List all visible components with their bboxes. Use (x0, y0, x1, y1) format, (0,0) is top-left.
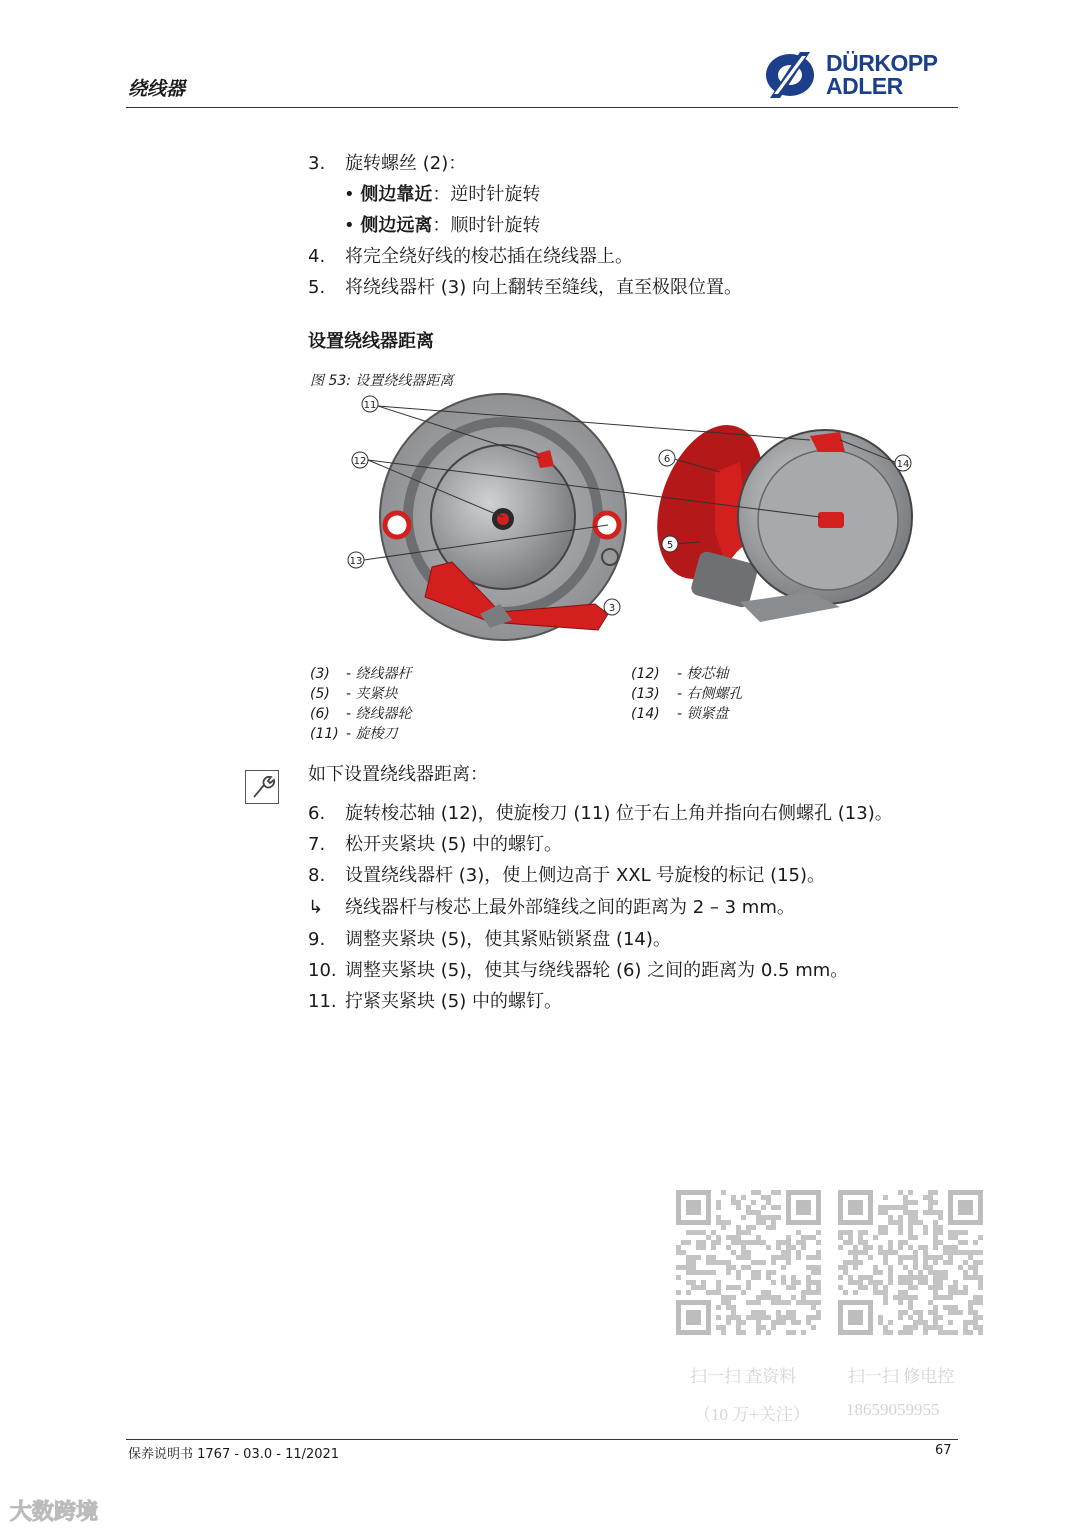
step-7: 7. 松开夹紧块 (5) 中的螺钉。 (308, 834, 562, 855)
qr-code-repair[interactable] (838, 1190, 983, 1335)
header-divider (126, 107, 958, 108)
step-6: 6. 旋转梭芯轴 (12)，使旋梭刀 (11) 位于右上角并指向右侧螺孔 (13)。 (308, 803, 893, 824)
bullet-item: • 侧边靠近：逆时针旋转 (344, 184, 541, 205)
legend-item: (5) - 夹紧块 (310, 686, 398, 702)
step-4: 4. 将完全绕好线的梭芯插在绕线器上。 (308, 246, 633, 267)
legend-right (631, 664, 743, 724)
qr-caption: 扫一扫 查资料 (690, 1367, 797, 1386)
callout-6-label: 6 (663, 454, 671, 465)
page-number: 67 (935, 1443, 952, 1458)
watermark: 大数跨境 (10, 1500, 99, 1525)
legend-item: (6) - 绕线器轮 (310, 706, 412, 722)
qr-code-docs[interactable] (676, 1190, 821, 1335)
qr-caption: 扫一扫 修电控 (848, 1367, 955, 1386)
intro-text: 如下设置绕线器距离： (308, 764, 488, 785)
legend-item: (3) - 绕线器杆 (310, 666, 412, 682)
logo-line2: ADLER (826, 73, 903, 99)
section-heading: 设置绕线器距离 (308, 331, 434, 352)
logo-line1: DÜRKOPP (826, 50, 938, 76)
step-10: 10. 调整夹紧块 (5)，使其与绕线器轮 (6) 之间的距离为 0.5 mm。 (308, 960, 849, 981)
figure-caption: 图 53: 设置绕线器距离 (310, 373, 454, 389)
brand-logo (762, 50, 962, 100)
callout-5-label: 5 (666, 540, 674, 551)
legend-item: (13) - 右侧螺孔 (631, 686, 743, 702)
wrench-icon (245, 770, 279, 804)
qr-caption: （10 万+关注） (694, 1405, 810, 1424)
step-8: 8. 设置绕线器杆 (3)，使上侧边高于 XXL 号旋梭的标记 (15)。 (308, 865, 826, 886)
document-reference: 保养说明书 1767 - 03.0 - 11/2021 (128, 1447, 340, 1462)
callout-11-label: 11 (363, 400, 377, 411)
callout-12-label: 12 (353, 456, 367, 467)
result-arrow-icon: ↳ (308, 897, 324, 918)
footer-divider (126, 1439, 958, 1440)
legend-item: (11) - 旋梭刀 (310, 726, 398, 742)
step-5: 5. 将绕线器杆 (3) 向上翻转至缝线，直至极限位置。 (308, 277, 742, 298)
step-result: ↳ 绕线器杆与梭芯上最外部缝线之间的距离为 2 – 3 mm。 (308, 897, 795, 918)
legend-item: (12) - 梭芯轴 (631, 666, 729, 682)
callout-13-label: 13 (349, 556, 363, 567)
step-3: 3. 旋转螺丝 (2)： (308, 153, 467, 174)
legend-left (310, 664, 412, 744)
brand-logo-icon (762, 50, 822, 100)
callout-14-label: 14 (896, 459, 910, 470)
step-11: 11. 拧紧夹紧块 (5) 中的螺钉。 (308, 991, 562, 1012)
bobbin-winder-figure (340, 392, 920, 657)
step-9: 9. 调整夹紧块 (5)，使其紧贴锁紧盘 (14)。 (308, 929, 671, 950)
legend-item: (14) - 锁紧盘 (631, 706, 729, 722)
section-title: 绕线器 (128, 78, 186, 100)
callout-3-label: 3 (608, 603, 616, 614)
qr-caption: 18659059955 (846, 1400, 940, 1419)
bullet-item: • 侧边远离：顺时针旋转 (344, 215, 541, 236)
